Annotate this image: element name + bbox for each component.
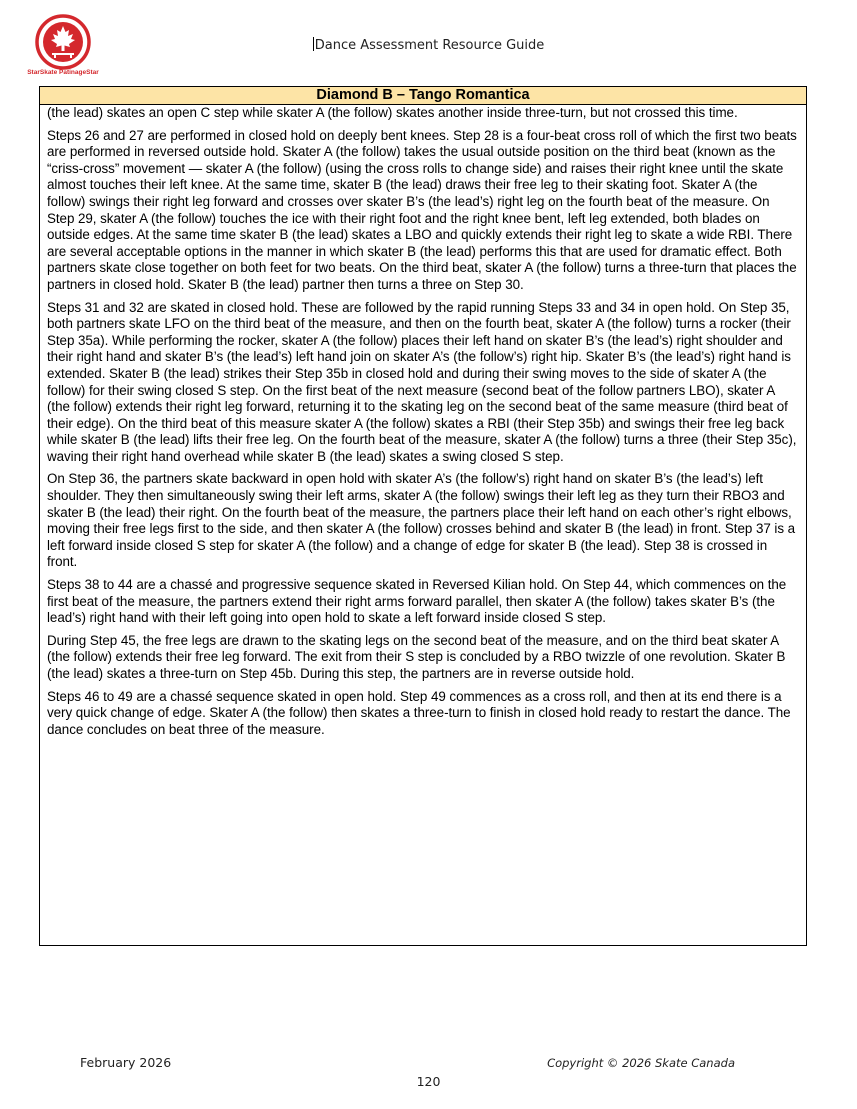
paragraph: Steps 38 to 44 are a chassé and progressive sequence skated in Reversed Kilian hold. On Step 44, which commences on the first beat of the measure, the partners extend their right arms forward parallel, then skater A (the follow) takes skater B’s (the lead’s) right hand with their left going into open hold to skate a left forward inside closed S step. xyxy=(47,577,787,626)
header-title-text: Dance Assessment Resource Guide xyxy=(314,38,545,53)
page-header-title xyxy=(0,37,857,53)
paragraph: (the lead) skates an open C step while skater A (the follow) skates another inside three-turn, but not crossed this time. xyxy=(47,105,738,120)
paragraph: Steps 46 to 49 are a chassé sequence skated in open hold. Step 49 commences as a cross roll, and then at its end there is a very quick change of edge. Skater A (the follow) then skates a three-turn to finish in closed hold ready to restart the dance. The dance concludes on beat three of the measure. xyxy=(47,688,791,737)
section-title-banner: Diamond B – Tango Romantica xyxy=(40,87,806,105)
text-cursor xyxy=(313,37,314,51)
footer-copyright: Copyright © 2026 Skate Canada xyxy=(547,1056,735,1070)
paragraph: During Step 45, the free legs are drawn to the skating legs on the second beat of the measure, and on the third beat skater A (the follow) extends their free leg forward. The exit from their S step is concluded by a RBO twizzle of one revolution. Skater B (the lead) skates a three-turn on Step 45b. During this step, the partners are in reverse outside hold. xyxy=(47,632,786,681)
paragraph: Steps 31 and 32 are skated in closed hold. These are followed by the rapid running Steps 33 and 34 in open hold. On Step 35, both partners skate LFO on the third beat of the measure, and then on the fourth beat, skater A (the follow) turns a rocker (their Step 35a). While performing the rocker, skater A (the follow) places their left hand on skater B’s (the lead’s) right shoulder and their right hand and skater B’s (the lead’s) left hand join on skater A’s (the follow’s) right hip. Skater B’s (the lead’s) right hand is extended. Skater B (the lead) strikes their Step 35b in closed hold and during their swing moves to the side of skater A (the follow) for their swing closed S step. On the first beat of the next measure (second beat of the follow partners LBO), skater A (the follow) extends their right leg forward, returning it to the skating leg on the second beat of the same measure (third beat of their edge). On the third beat of this measure skater A (the follow) skates a RBI (their Step 35b) and swings their free leg back while skater B (the lead) lifts their free leg. On the fourth beat of the measure, skater A (the follow) turns a three (their Step 35c), waving their right hand overhead while skater B (the lead) skates a swing closed S step. xyxy=(47,299,797,464)
text-block xyxy=(40,105,806,738)
content-box xyxy=(39,86,807,946)
page-number: 120 xyxy=(416,1074,441,1089)
paragraph: Steps 26 and 27 are performed in closed hold on deeply bent knees. Step 28 is a four-beat cross roll of which the first two beats are performed in reversed outside hold. Skater A (the follow) takes the usual outside position on the third beat (known as the “criss-cross” movement — skater A (the follow) (using the cross rolls to change side) and raises their right knee until the skate almost touches their left knee. At the same time, skater B (the lead) draws their free leg to their skating foot. Skater A (the follow) swings their right leg forward and crosses over skater B’s (the lead’s) right leg on the fourth beat of the measure. On Step 29, skater A (the follow) touches the ice with their right foot and the right knee bent, left leg extended, both blades on outside edges. At the same time skater B (the lead) skates a LBO and quickly extends their right leg to skate a wide RBI. There are several acceptable options in the manner in which skater B (the lead) performs this that are used for dramatic effect. Both partners skate close together on both feet for two beats. On the third beat, skater A (the follow) turns a three-turn that places the partners in closed hold. Skater B (the lead) partner then turns a three on Step 30. xyxy=(47,127,797,292)
paragraph: On Step 36, the partners skate backward in open hold with skater A’s (the follow’s) right hand on skater B’s (the lead’s) left shoulder. They then simultaneously swing their left arms, skater A (the follow) swings their left leg as they turn their RBO3 and skater B (the lead) their right. On the fourth beat of the measure, the partners place their left hand on each other’s right elbows, moving their free legs first to the side, and then skater A (the follow) crosses behind and skater B (the lead) in front. Step 37 is a left forward inside closed S step for skater A (the follow) and a change of edge for skater B (the lead). Step 38 is crossed in front. xyxy=(47,471,796,570)
logo-wordmark: StarSkate PatinageStar xyxy=(27,69,99,76)
footer-date: February 2026 xyxy=(80,1055,172,1070)
